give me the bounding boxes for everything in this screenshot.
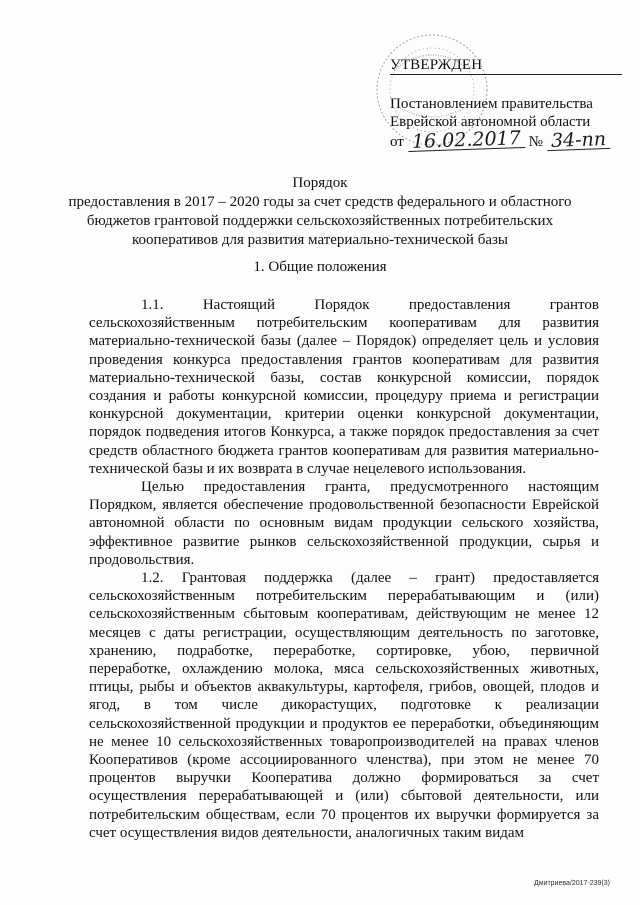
document-title xyxy=(30,174,610,250)
paragraph-1-2: 1.2. Грантовая поддержка (далее – грант) предоставляется сельскохозяйственным потребительским перерабатывающим и (или) сельскохозяйственным сбытовым кооперативам, действующим не менее 12 месяцев с даты регистрации, осуществляющим деятельность по заготовке, хранению, подработке, переработке, сортировке, убою, первичной переработке, охлаждению молока, мяса сельскохозяйственных животных, птицы, рыбы и объектов аквакультуры, картофеля, грибов, овощей, плодов и ягод, в том числе дикорастущих, подготовке к реализации сельскохозяйственной продукции и продуктов ее переработки, объединяющим не менее 10 сельскохозяйственных товаропроизводителей на правах членов Кооперативов (кроме ассоциированного членства), при этом не менее 70 процентов выручки Кооператива должно формироваться за счет осуществления перерабатывающей и (или) сбытовой деятельности, или потребительским обществам, если 70 процентов их выручки формируется за счет осуществления видов деятельности, аналогичных таким видам xyxy=(89,570,599,841)
title-heading: Порядок xyxy=(292,175,348,191)
handwritten-number: 34-пп xyxy=(547,130,611,151)
approved-label: УТВЕРЖДЕН xyxy=(390,56,622,75)
footer-code: Дмитриева/2017-239(3) xyxy=(534,880,610,887)
section-heading: 1. Общие положения xyxy=(253,259,387,275)
approval-block xyxy=(390,56,622,151)
handwritten-date: 16.02.2017 xyxy=(408,129,525,152)
document-body xyxy=(89,296,599,842)
title-subtitle: предоставления в 2017 – 2020 годы за счет средств федерального и областного бюджетов грантовой поддержки сельскохозяйственных потребительских кооперативов для развития материально-технической базы xyxy=(68,194,572,248)
number-sign: № xyxy=(528,134,543,150)
from-word: от xyxy=(390,134,404,150)
paragraph-goal: Целью предоставления гранта, предусмотренного настоящим Порядком, является обеспечение продовольственной безопасности Еврейской автономной области по основным видам продукции сельского хозяйства, эффективное развитие рынков сельскохозяйственной продукции, сырья и продовольствия. xyxy=(89,479,599,568)
approval-date-row xyxy=(390,127,622,153)
approval-line-1: Постановлением правительства xyxy=(390,96,593,112)
paragraph-1-1: 1.1. Настоящий Порядок предоставления грантов сельскохозяйственным потребительским кооперативам для развития материально-технической базы (далее – Порядок) определяет цель и условия проведения конкурса предоставления грантов кооперативам для развития материально-технической базы, состав конкурсной комиссии, порядок создания и работы конкурсной комиссии, процедуру приема и регистрации конкурсной документации, критерии оценки конкурсной документации, порядок подведения итогов Конкурса, а также порядок предоставления за счет средств областного бюджета грантов кооперативам для развития материально-технической базы и их возврата в случае нецелевого использования. xyxy=(89,297,599,477)
approval-line-2: Еврейской автономной области xyxy=(390,114,591,130)
